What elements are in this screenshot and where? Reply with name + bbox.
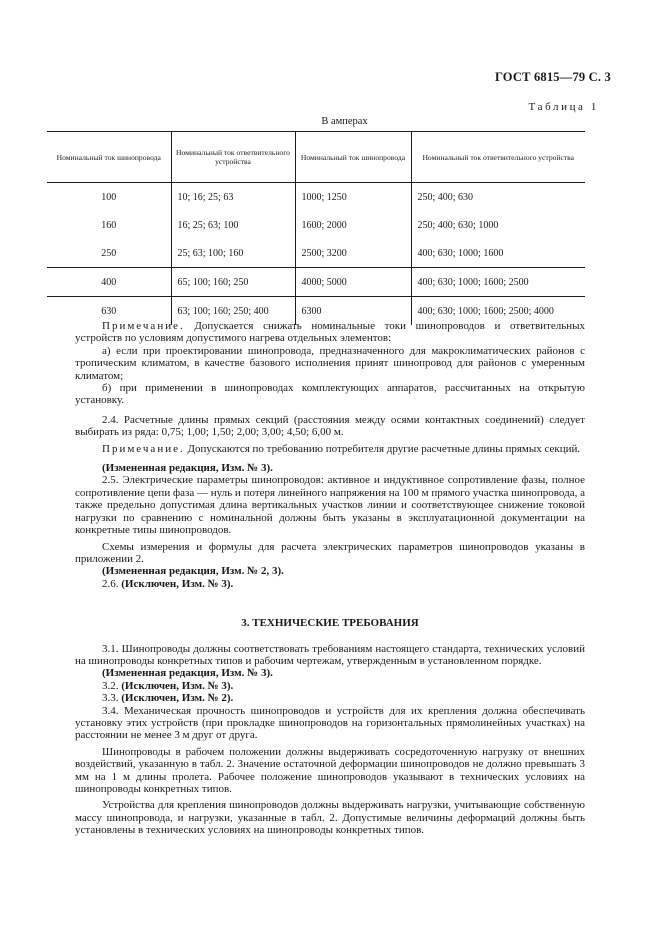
table-cell: 250; 400; 630	[411, 183, 585, 212]
table-caption: Таблица 1	[528, 101, 599, 113]
note-label: Примечание.	[102, 442, 185, 455]
clause-2-5: 2.5. Электрические параметры шинопроводов: активное и индуктивное сопротивление фазы, полное сопротивление цепи фаза — нуль и потеря линейного напряжения на 100 м прямого участка шинопровода, а также предельно допустимая длина вертикальных участков линии и соответствующее снижение токовой нагрузки по сравнению с номинальной должны быть указаны в эксплуатационной документации на конкретные типы шинопроводов.	[75, 474, 585, 537]
clause-2-5-schemes: Схемы измерения и формулы для расчета электрических параметров шинопроводов указаны в приложении 2.	[75, 540, 585, 565]
note-paragraph: Примечание. Допускаются по требованию потребителя другие расчетные длины прямых секций.	[102, 442, 581, 455]
table-cell: 65; 100; 160; 250	[171, 268, 295, 297]
column-header: Номинальный ток шинопровода	[47, 132, 171, 183]
table-cell: 250	[47, 239, 171, 268]
table-cell: 160	[101, 219, 117, 231]
table-row	[47, 211, 585, 239]
clause-3-2: 3.2. (Исключен, Изм. № 3).	[102, 679, 234, 692]
table-cell: 4000; 5000	[295, 268, 411, 297]
clause-3-4: 3.4. Механическая прочность шинопроводов и устройств для их крепления должна обеспечивать установку этих устройств (при прокладке шинопроводов на горизонтальных прямолинейных участках) на расстоянии не менее 3 м друг от друга.	[75, 704, 585, 742]
table-cell: 400; 630; 1000; 1600; 2500; 4000	[411, 297, 585, 326]
column-header: Номинальный ток шинопровода	[295, 132, 411, 183]
note-label: Примечание.	[102, 320, 185, 332]
note-item-a: а) если при проектировании шинопровода, предназначенного для макроклиматических районов с тропическим климатом, в качестве базового исполнения принят шинопровод для районов с умеренным климатом;	[75, 344, 585, 382]
table-row	[47, 268, 585, 297]
note-paragraph: Примечание. Допускается снижать номинальные токи шинопроводов и ответвительных устройств по условиям допустимого нагрева отдельных элементов:	[75, 320, 585, 345]
table-cell: 400; 630; 1000; 1600	[411, 239, 585, 268]
section-title: 3. ТЕХНИЧЕСКИЕ ТРЕБОВАНИЯ	[241, 617, 419, 630]
table-cell: 630	[101, 305, 117, 317]
clause-2-6: 2.6. (Исключен, Изм. № 3).	[102, 577, 234, 590]
clause-3-4-mounting: Устройства для крепления шинопроводов должны выдерживать нагрузки, учитывающие собственную массу шинопровода, и нагрузки, указанные в табл. 2. Допустимые величины деформаций должны быть установлены в технических условиях на шинопроводы конкретных типов.	[75, 799, 585, 837]
note-item-b: б) при применении в шинопроводах комплектующих аппаратов, рассчитанных на открытую установку.	[75, 382, 585, 407]
table-cell: 10; 16; 25; 63	[171, 183, 295, 212]
table-cell: 16; 25; 63; 100	[171, 211, 295, 239]
amendment-note: (Измененная редакция, Изм. № 3).	[102, 667, 273, 680]
document-body	[75, 320, 585, 837]
page-header: ГОСТ 6815—79 С. 3	[494, 70, 611, 84]
table-row	[47, 183, 585, 212]
table-cell: 400	[47, 268, 171, 297]
table-cell: 1000; 1250	[295, 183, 411, 212]
amendment-note: (Измененная редакция, Изм. № 3).	[102, 462, 273, 475]
current-table	[47, 131, 585, 325]
table-cell: 400; 630; 1000; 1600; 2500	[411, 268, 585, 297]
column-header: Номинальный ток ответвительного устройства	[411, 132, 585, 183]
clause-3-3: 3.3. (Исключен, Изм. № 2).	[102, 692, 234, 705]
table-cell: 1600; 2000	[295, 211, 411, 239]
clause-3-1: 3.1. Шинопроводы должны соответствовать требованиям настоящего стандарта, технических условий на шинопроводы конкретных типов и рабочим чертежам, утвержденным в установленном порядке.	[75, 642, 585, 667]
table-row	[47, 239, 585, 268]
table-cell: 250; 400; 630; 1000	[411, 211, 585, 239]
table-header-row	[47, 132, 585, 183]
table-cell: 6300	[295, 297, 411, 326]
clause-3-4-load: Шинопроводы в рабочем положении должны выдерживать сосредоточенную нагрузку от внешних воздействий, указанную в табл. 2. Значение остаточной деформации шинопроводов не должно превышать 3 мм на 1 м длины пролета. Рабочее положение шинопроводов указывают в технических условиях на шинопроводы конкретных типов.	[75, 745, 585, 795]
table-cell: 63; 100; 160; 250; 400	[171, 297, 295, 326]
table-cell: 2500; 3200	[295, 239, 411, 268]
table-units: В амперах	[321, 116, 368, 127]
column-header: Номинальный ток ответвительного устройства	[171, 132, 295, 183]
clause-2-4: 2.4. Расчетные длины прямых секций (расстояния между осями контактных соединений) следует выбирать из ряда: 0,75; 1,00; 1,50; 2,00; 3,00; 4,50; 6,00 м.	[75, 413, 585, 439]
table-cell: 25; 63; 100; 160	[171, 239, 295, 268]
amendment-note: (Измененная редакция, Изм. № 2, 3).	[102, 565, 284, 578]
table-cell: 100	[101, 191, 117, 203]
